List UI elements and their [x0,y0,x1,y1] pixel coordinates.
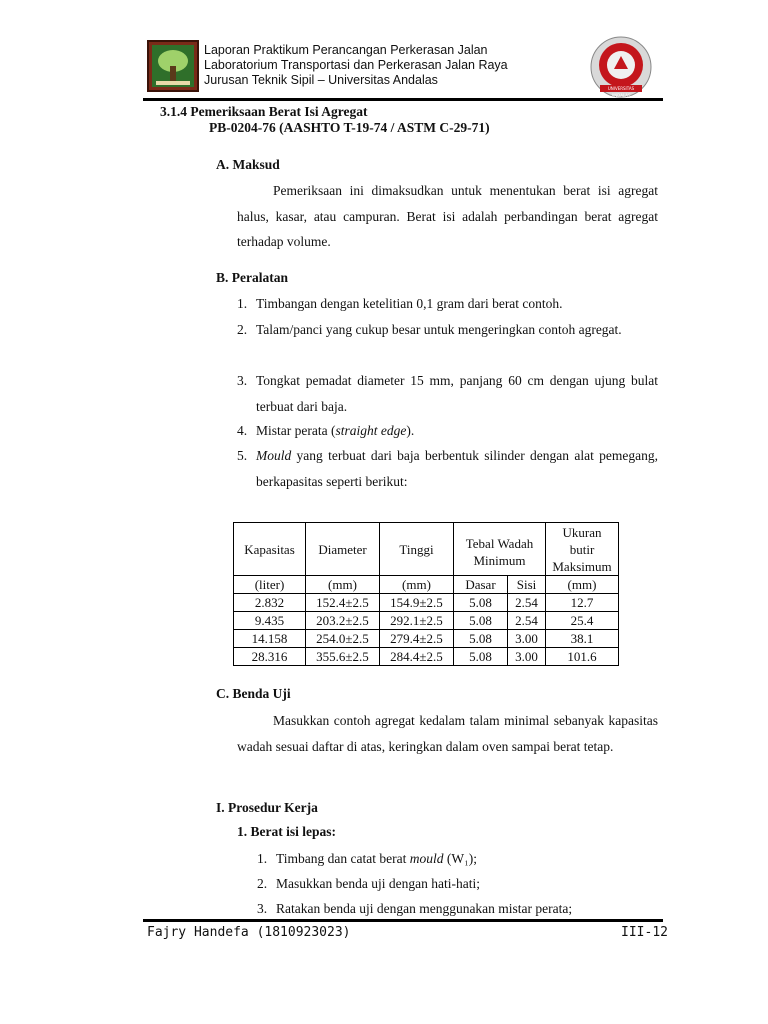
heading-benda-uji: C. Benda Uji [216,686,291,701]
table-row [234,648,619,666]
list-number: 3. [257,901,268,916]
list-text-italic: straight edge [335,423,407,438]
table-cell: 154.9±2.5 [380,594,454,612]
table-cell: 14.158 [234,630,306,648]
table-row [234,612,619,630]
table-cell: 284.4±2.5 [380,648,454,666]
list-text: Timbangan dengan ketelitian 0,1 gram dari berat contoh. [256,296,563,311]
header-line-3: Jurusan Teknik Sipil – Universitas Andalas [204,73,438,87]
table-unit: (liter) [234,576,306,594]
list-text-italic: Mould [256,448,292,463]
list-item [237,443,658,494]
table-unit: Sisi [508,576,546,594]
list-number: 2. [237,322,248,337]
table-unit: (mm) [380,576,454,594]
table-unit: (mm) [546,576,619,594]
table-cell: 279.4±2.5 [380,630,454,648]
list-text-italic: mould [409,851,444,866]
footer-rule [143,919,663,922]
list-item [237,317,658,343]
table-header-row [234,523,619,576]
table-cell: 9.435 [234,612,306,630]
list-text: yang terbuat dari baja berbentuk silinder dengan alat pemegang, berkapasitas seperti berikut: [256,448,658,489]
table-cell: 2.832 [234,594,306,612]
table-cell: 28.316 [234,648,306,666]
table-cell: 355.6±2.5 [306,648,380,666]
table-cell: 3.00 [508,648,546,666]
list-number: 4. [237,423,248,438]
list-item [257,871,658,897]
list-text-end: (W₁); [443,851,478,866]
heading-maksud: A. Maksud [216,157,280,172]
table-cell: 25.4 [546,612,619,630]
heading-peralatan: B. Peralatan [216,270,288,285]
table-cell: 5.08 [454,612,508,630]
list-number: 2. [257,876,268,891]
list-item [257,896,658,922]
list-text: Tongkat pemadat diameter 15 mm, panjang 60 cm dengan ujung bulat terbuat dari baja. [256,373,658,414]
table-header: Ukuran butir Maksimum [546,523,619,576]
table-unit: Dasar [454,576,508,594]
maksud-text: Pemeriksaan ini dimaksudkan untuk menentukan berat isi agregat halus, kasar, atau campuran. Berat isi adalah perbandingan berat agregat terhadap volume. [237,183,658,249]
list-item [237,291,658,317]
page-number: III-12 [621,925,668,940]
header-line-2: Laboratorium Transportasi dan Perkerasan Jalan Raya [204,58,508,72]
table-units-row [234,576,619,594]
list-item [237,368,658,419]
header-line-1: Laporan Praktikum Perancangan Perkerasan Jalan [204,43,488,57]
list-text-end: ). [406,423,415,438]
list-number: 3. [237,373,248,388]
table-cell: 203.2±2.5 [306,612,380,630]
section-standard: PB-0204-76 (AASHTO T-19-74 / ASTM C-29-71) [209,120,490,135]
table-cell: 12.7 [546,594,619,612]
section-title: 3.1.4 Pemeriksaan Berat Isi Agregat [160,104,368,119]
list-number: 1. [237,296,248,311]
table-unit: (mm) [306,576,380,594]
right-logo-text: UNIVERSITAS ANDALAS [607,86,635,98]
heading-prosedur: I. Prosedur Kerja [216,800,318,815]
table-row [234,594,619,612]
list-item [237,418,658,444]
table-header: Tebal Wadah Minimum [454,523,546,576]
benda-uji-text: Masukkan contoh agregat kedalam talam minimal sebanyak kapasitas wadah sesuai daftar di atas, keringkan dalam oven sampai berat tetap. [237,713,658,754]
list-text: Timbang dan catat berat [276,851,410,866]
list-number: 5. [237,448,248,463]
table-header: Diameter [306,523,380,576]
table-header: Tinggi [380,523,454,576]
table-cell: 5.08 [454,594,508,612]
table-row [234,630,619,648]
table-header: Kapasitas [234,523,306,576]
list-number: 1. [257,851,268,866]
list-text: Masukkan benda uji dengan hati-hati; [276,876,480,891]
list-item [257,846,658,872]
footer-author: Fajry Handefa (1810923023) [147,925,351,940]
table-cell: 2.54 [508,594,546,612]
table-cell: 3.00 [508,630,546,648]
right-logo [590,36,652,98]
table-cell: 5.08 [454,648,508,666]
table-cell: 38.1 [546,630,619,648]
table-cell: 2.54 [508,612,546,630]
mould-capacity-table [233,522,619,666]
table-cell: 152.4±2.5 [306,594,380,612]
subheading-berat-isi-lepas: 1. Berat isi lepas: [237,824,336,839]
table-cell: 5.08 [454,630,508,648]
list-text: Mistar perata ( [256,423,336,438]
table-cell: 254.0±2.5 [306,630,380,648]
table-cell: 292.1±2.5 [380,612,454,630]
list-text: Ratakan benda uji dengan menggunakan mistar perata; [276,901,573,916]
header-rule [143,98,663,101]
left-logo [147,40,199,92]
list-text: Talam/panci yang cukup besar untuk mengeringkan contoh agregat. [256,322,622,337]
table-cell: 101.6 [546,648,619,666]
